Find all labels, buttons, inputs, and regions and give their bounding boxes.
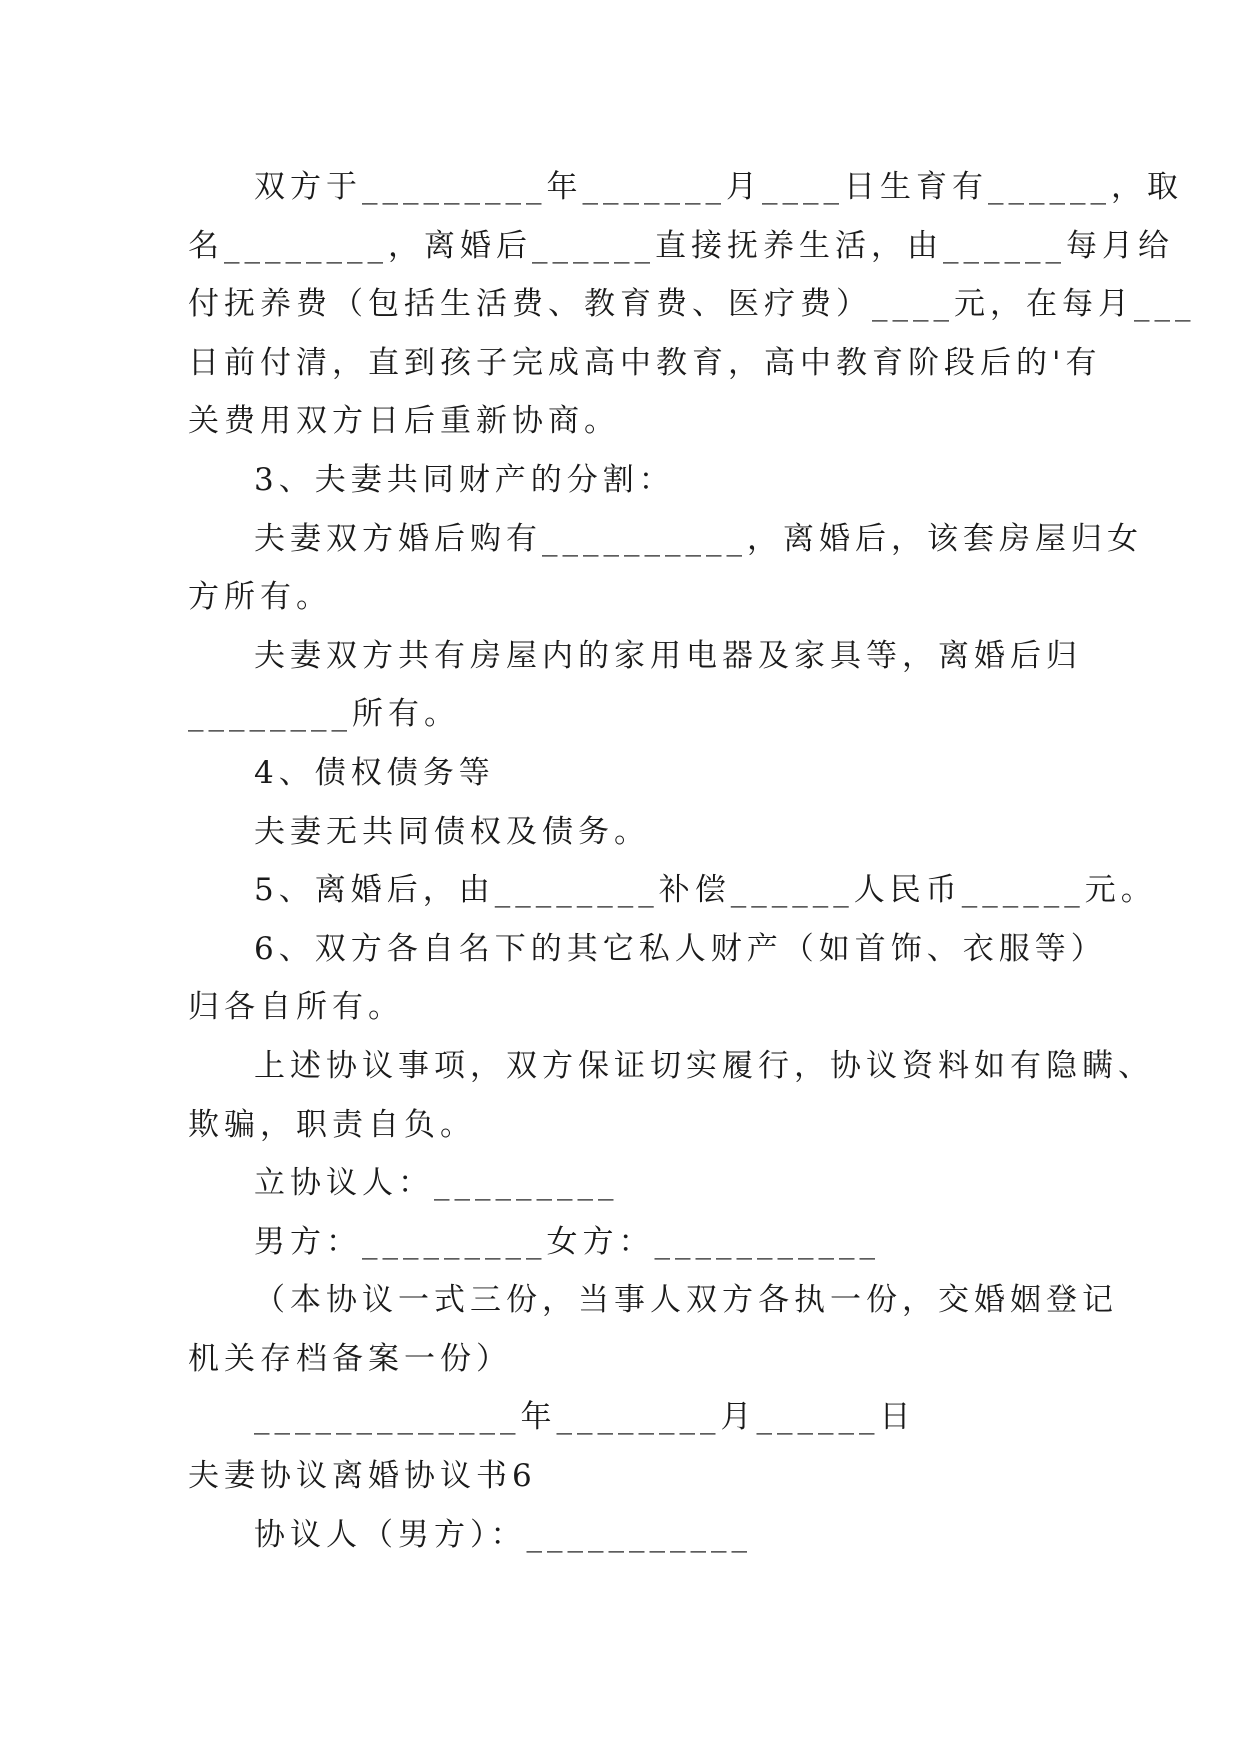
paragraph-line: 付抚养费（包括生活费、教育费、医疗费）____元，在每月___: [188, 286, 1196, 323]
paragraph-line: （本协议一式三份，当事人双方各执一份，交婚姻登记: [254, 1282, 1118, 1319]
paragraph-line: 5、离婚后，由________补偿______人民币______元。: [254, 872, 1157, 909]
section-heading: 4、债权债务等: [254, 754, 495, 791]
document-body: [188, 158, 1196, 1564]
section-heading: 3、夫妻共同财产的分割：: [254, 461, 675, 498]
paragraph-line: 欺骗，职责自负。: [188, 1106, 476, 1143]
paragraph-line: 方所有。: [188, 579, 332, 616]
paragraph-line: 机关存档备案一份）: [188, 1340, 512, 1377]
document-title: 夫妻协议离婚协议书6: [188, 1458, 537, 1495]
paragraph-line: 上述协议事项，双方保证切实履行，协议资料如有隐瞒、: [254, 1047, 1154, 1084]
paragraph-line: 6、双方各自名下的其它私人财产（如首饰、衣服等）: [254, 930, 1107, 967]
paragraph-line: 日前付清，直到孩子完成高中教育，高中教育阶段后的'有: [188, 344, 1102, 381]
paragraph-line: 夫妻双方婚后购有__________，离婚后，该套房屋归女: [254, 520, 1143, 557]
signature-line: 男方：_________女方：___________: [254, 1223, 880, 1260]
paragraph-line: 归各自所有。: [188, 989, 404, 1026]
date-line: _____________年________月______日: [254, 1399, 916, 1436]
paragraph-line: ________所有。: [188, 696, 460, 733]
paragraph-line: 夫妻双方共有房屋内的家用电器及家具等，离婚后归: [254, 637, 1082, 674]
paragraph-line: 双方于_________年_______月____日生育有______，取: [254, 169, 1183, 205]
signatory-line: 协议人（男方）：___________: [254, 1516, 752, 1553]
signatory-line: 立协议人：_________: [254, 1165, 619, 1202]
paragraph-line: 关费用双方日后重新协商。: [188, 403, 620, 440]
paragraph-line: 夫妻无共同债权及债务。: [254, 813, 650, 850]
paragraph-line: 名________，离婚后______直接抚养生活，由______每月给: [188, 227, 1174, 264]
